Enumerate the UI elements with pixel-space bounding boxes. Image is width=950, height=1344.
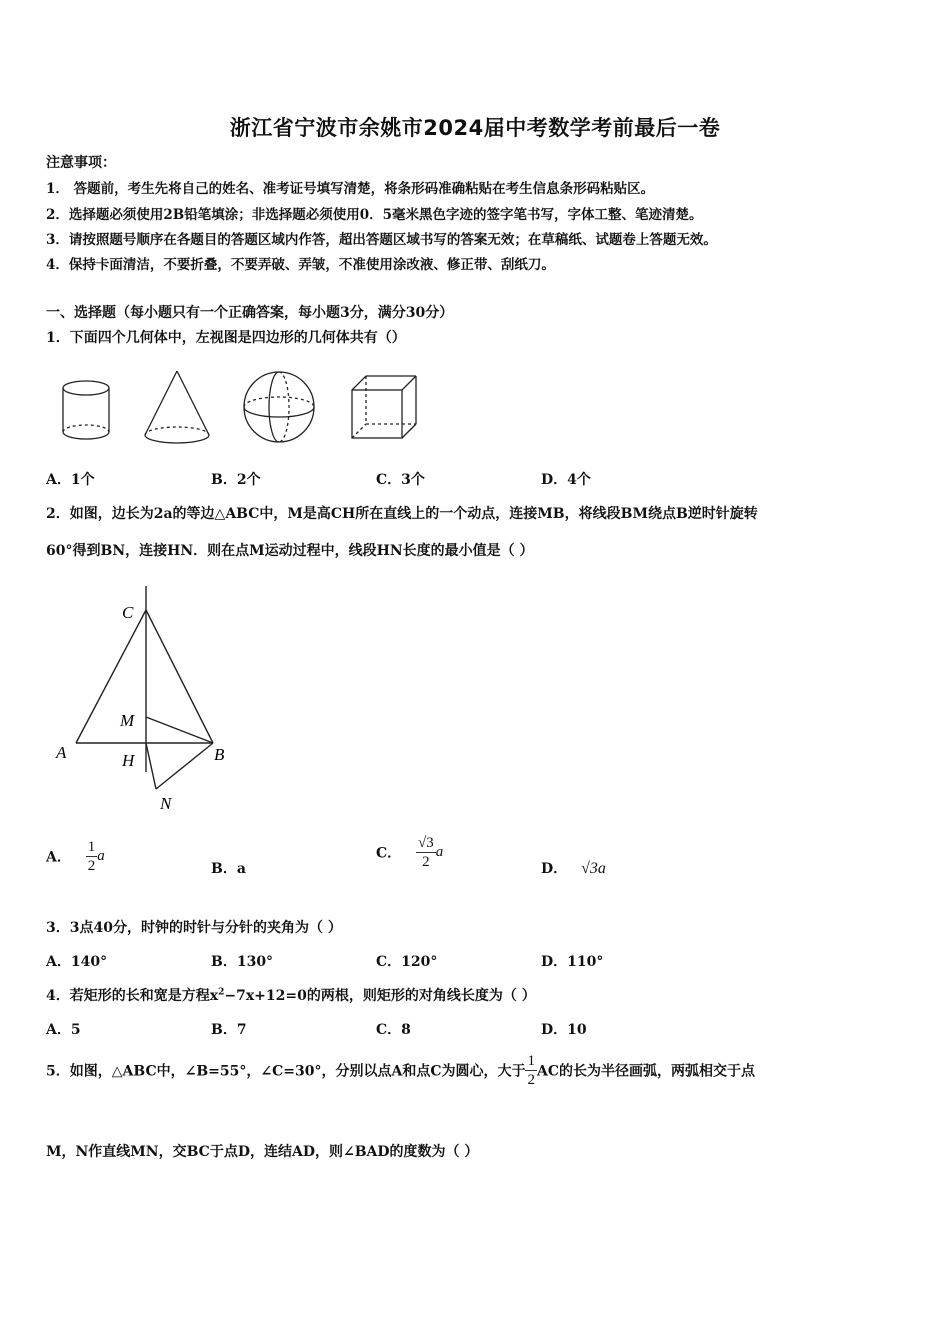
label-b: B (214, 745, 225, 764)
q2-option-d: D． √3a (541, 860, 606, 877)
q1-option-d: D．4个 (541, 472, 591, 488)
q3-option-c: C．120° (376, 954, 438, 970)
q3-option-b: B．130° (211, 954, 274, 970)
segment-mb (146, 717, 213, 743)
q2-text-line1: 2．如图，边长为2a的等边△ABC中，M是高CH所在直线上的一个动点，连接MB，将线段BM绕点B逆时针旋转 (46, 506, 758, 522)
page-title: 浙江省宁波市余姚市2024届中考数学考前最后一卷 (229, 116, 721, 140)
cone-figure (145, 371, 209, 443)
q1-solids-figure (50, 365, 430, 450)
q1-option-a: A．1个 (46, 472, 95, 488)
segment-hn (146, 743, 156, 789)
notice-item-3: 3．请按照题号顺序在各题目的答题区域内作答，超出答题区域书写的答案无效；在草稿纸、试题卷上答题无效。 (46, 232, 717, 248)
segment-bn (156, 743, 213, 789)
label-c: C (122, 603, 134, 622)
side-cb (146, 610, 213, 743)
q3-text: 3．3点40分，时钟的时针与分针的夹角为（ ） (46, 920, 342, 936)
notice-heading: 注意事项： (46, 155, 116, 171)
label-a: A (56, 743, 67, 762)
q5-text-line1: 5．如图，△ABC中，∠B=55°，∠C=30°，分别以点A和点C为圆心，大于 $\frac{1}{2}$ AC的长为半径画弧，两弧相交于点 (46, 1053, 755, 1088)
notice-item-1: 1． 答题前，考生先将自己的姓名、准考证号填写清楚，将条形码准确粘贴在考生信息条形码粘贴区。 (46, 181, 655, 197)
q2-option-c: C． $\frac{√3}{2}$ a (376, 835, 444, 870)
label-n: N (160, 794, 172, 813)
q5-text-line2: M，N作直线MN，交BC于点D，连结AD，则∠BAD的度数为（ ） (46, 1144, 479, 1160)
label-m: M (120, 711, 135, 730)
q2-option-b: B．a (211, 861, 246, 877)
section-heading: 一、选择题（每小题只有一个正确答案，每小题3分，满分30分） (46, 305, 454, 321)
notice-item-2: 2．选择题必须使用2B铅笔填涂；非选择题必须使用0．5毫米黑色字迹的签字笔书写，字体工整、笔迹清楚。 (46, 207, 703, 223)
q4-text: 4．若矩形的长和宽是方程$x^2-7x+12=0$的两根，则矩形的对角线长度为（ ） (46, 987, 536, 1004)
q1-option-c: C．3个 (376, 472, 425, 488)
label-h: H (122, 751, 135, 770)
side-ca (76, 610, 146, 743)
q2-option-a: A． $\frac{1}{2}$ a (46, 839, 105, 874)
q1-text: 1．下面四个几何体中，左视图是四边形的几何体共有（） (46, 330, 406, 346)
q3-option-a: A．140° (46, 954, 108, 970)
notice-item-4: 4．保持卡面清洁，不要折叠，不要弄破、弄皱，不准使用涂改液、修正带、刮纸刀。 (46, 257, 555, 273)
sphere-figure (244, 372, 314, 442)
q4-option-a: A．5 (46, 1022, 81, 1038)
q2-triangle-figure (50, 580, 250, 820)
q1-option-b: B．2个 (211, 472, 261, 488)
q2-text-line2: 60°得到BN，连接HN．则在点M运动过程中，线段HN长度的最小值是（ ） (46, 543, 534, 559)
cylinder-figure (63, 381, 109, 439)
q4-option-c: C．8 (376, 1022, 411, 1038)
q3-option-d: D．110° (541, 954, 604, 970)
q4-option-d: D．10 (541, 1022, 587, 1038)
cube-figure (352, 376, 416, 438)
q4-option-b: B．7 (211, 1022, 247, 1038)
